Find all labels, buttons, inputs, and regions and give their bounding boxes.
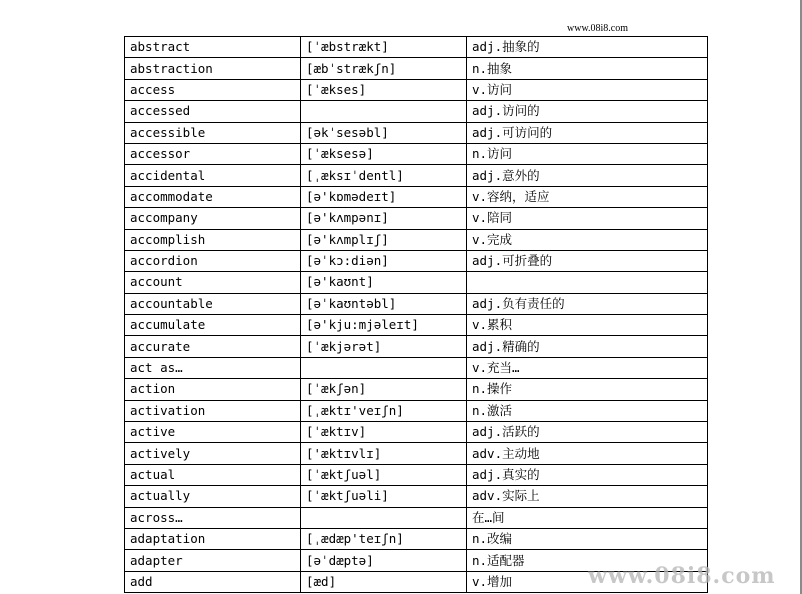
pronunciation-cell (301, 357, 467, 378)
table-row (125, 336, 708, 357)
pronunciation-cell: [ə'kʌmpənɪ] (301, 208, 467, 229)
meaning-cell: n.激活 (467, 400, 708, 421)
word-cell: adaptation (125, 528, 301, 549)
meaning-cell: adj.真实的 (467, 464, 708, 485)
table-row (125, 486, 708, 507)
meaning-cell: adj.负有责任的 (467, 293, 708, 314)
pronunciation-cell: [ə'kju:mjəleɪt] (301, 315, 467, 336)
meaning-cell: adj.可访问的 (467, 122, 708, 143)
word-cell: accordion (125, 250, 301, 271)
word-cell: accurate (125, 336, 301, 357)
pronunciation-cell: [əˈkaʊntəbl] (301, 293, 467, 314)
word-cell: adapter (125, 550, 301, 571)
meaning-cell: n.抽象 (467, 58, 708, 79)
meaning-cell: adv.实际上 (467, 486, 708, 507)
meaning-cell: v.访问 (467, 79, 708, 100)
pronunciation-cell (301, 507, 467, 528)
pronunciation-cell: ['æktɪvlɪ] (301, 443, 467, 464)
table-row (125, 165, 708, 186)
word-cell: account (125, 272, 301, 293)
table-row (125, 293, 708, 314)
pronunciation-cell: [əˈkɔ:diən] (301, 250, 467, 271)
pronunciation-cell: [ə'kɒmədeɪt] (301, 186, 467, 207)
watermark: www.08i8.com (588, 563, 776, 589)
pronunciation-cell: [əkˈsesəbl] (301, 122, 467, 143)
meaning-cell: 在…间 (467, 507, 708, 528)
meaning-cell: adj.活跃的 (467, 422, 708, 443)
table-row (125, 400, 708, 421)
pronunciation-cell: [ˈæktɪv] (301, 422, 467, 443)
word-cell: abstraction (125, 58, 301, 79)
table-row (125, 37, 708, 58)
table-row (125, 315, 708, 336)
table-row (125, 79, 708, 100)
vocabulary-table (124, 36, 708, 593)
table-row (125, 507, 708, 528)
table-row (125, 272, 708, 293)
meaning-cell: n.操作 (467, 379, 708, 400)
meaning-cell: v.增加 (467, 571, 708, 592)
table-row (125, 422, 708, 443)
table-row (125, 379, 708, 400)
word-cell: actually (125, 486, 301, 507)
table-row (125, 186, 708, 207)
word-cell: abstract (125, 37, 301, 58)
word-cell: accidental (125, 165, 301, 186)
meaning-cell: adv.主动地 (467, 443, 708, 464)
meaning-cell: n.改编 (467, 528, 708, 549)
table-row (125, 143, 708, 164)
table-row (125, 528, 708, 549)
word-cell: active (125, 422, 301, 443)
pronunciation-cell: [æd] (301, 571, 467, 592)
table-row (125, 229, 708, 250)
word-cell: accompany (125, 208, 301, 229)
word-cell: accessor (125, 143, 301, 164)
pronunciation-cell: [ˈækses] (301, 79, 467, 100)
word-cell: act as… (125, 357, 301, 378)
pronunciation-cell: [ˌæktɪ'veɪʃn] (301, 400, 467, 421)
word-cell: action (125, 379, 301, 400)
table-row (125, 101, 708, 122)
pronunciation-cell: [æbˈstrækʃn] (301, 58, 467, 79)
table-row (125, 250, 708, 271)
pronunciation-cell: [ˈækjərət] (301, 336, 467, 357)
pronunciation-cell: [ˈæksesə] (301, 143, 467, 164)
meaning-cell: adj.意外的 (467, 165, 708, 186)
pronunciation-cell: [ˈæktʃuəli] (301, 486, 467, 507)
meaning-cell: adj.精确的 (467, 336, 708, 357)
word-cell: accommodate (125, 186, 301, 207)
table-row (125, 58, 708, 79)
word-cell: activation (125, 400, 301, 421)
table-row (125, 357, 708, 378)
meaning-cell: v.累积 (467, 315, 708, 336)
vocabulary-table-body (125, 37, 708, 593)
word-cell: accessible (125, 122, 301, 143)
pronunciation-cell: [ˈæbstrækt] (301, 37, 467, 58)
pronunciation-cell: [ə'kʌmplɪʃ] (301, 229, 467, 250)
word-cell: accomplish (125, 229, 301, 250)
table-row (125, 443, 708, 464)
word-cell: accumulate (125, 315, 301, 336)
meaning-cell: adj.访问的 (467, 101, 708, 122)
table-row (125, 464, 708, 485)
word-cell: actual (125, 464, 301, 485)
meaning-cell: v.陪同 (467, 208, 708, 229)
word-cell: actively (125, 443, 301, 464)
meaning-cell: v.充当… (467, 357, 708, 378)
pronunciation-cell: [ˈæktʃuəl] (301, 464, 467, 485)
pronunciation-cell: [ə'kaʊnt] (301, 272, 467, 293)
pronunciation-cell: [ˈækʃən] (301, 379, 467, 400)
word-cell: add (125, 571, 301, 592)
meaning-cell (467, 272, 708, 293)
meaning-cell: v.容纳，适应 (467, 186, 708, 207)
word-cell: access (125, 79, 301, 100)
pronunciation-cell (301, 101, 467, 122)
meaning-cell: adj.可折叠的 (467, 250, 708, 271)
meaning-cell: v.完成 (467, 229, 708, 250)
pronunciation-cell: [əˈdæptə] (301, 550, 467, 571)
table-row (125, 122, 708, 143)
word-cell: across… (125, 507, 301, 528)
word-cell: accessed (125, 101, 301, 122)
meaning-cell: n.访问 (467, 143, 708, 164)
word-cell: accountable (125, 293, 301, 314)
site-header: www.08i8.com (567, 23, 629, 34)
table-row (125, 208, 708, 229)
meaning-cell: adj.抽象的 (467, 37, 708, 58)
pronunciation-cell: [ˌædæp'teɪʃn] (301, 528, 467, 549)
pronunciation-cell: [ˌæksɪˈdentl] (301, 165, 467, 186)
meaning-cell: n.适配器 (467, 550, 708, 571)
